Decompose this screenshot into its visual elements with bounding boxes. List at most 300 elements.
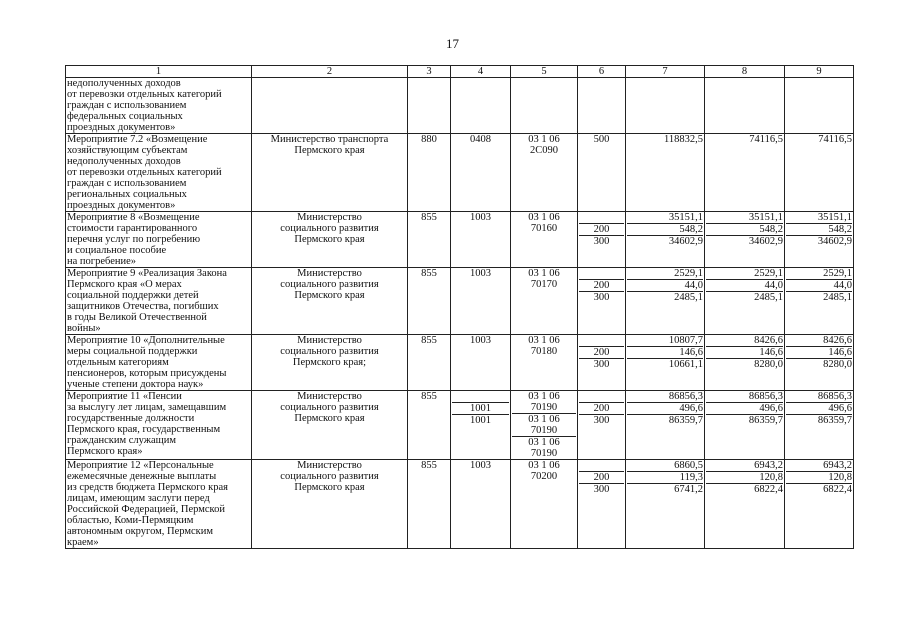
col6-code-entry <box>579 460 624 472</box>
col4-code <box>451 268 511 335</box>
col3-code-text: 855 <box>421 335 437 346</box>
col5-code <box>511 268 578 335</box>
col9-amount <box>785 212 854 268</box>
col9-amount-entry <box>786 403 852 415</box>
col6-code <box>578 134 626 212</box>
activity-description-text: перечня услуг по погребению <box>67 234 201 245</box>
col6-code-entry <box>579 347 624 359</box>
col9-amount-entry <box>786 472 852 484</box>
col8-amount-text <box>706 78 783 89</box>
col9-amount-entry <box>786 484 852 495</box>
col8-amount <box>705 78 785 134</box>
column-header: 1 <box>66 66 252 78</box>
table-row <box>66 78 854 134</box>
col5-code-text: 2С090 <box>529 145 558 156</box>
col7-amount-value: 2485,1 <box>674 292 703 303</box>
col5-code <box>511 78 578 134</box>
column-header: 7 <box>626 66 705 78</box>
col4-code-entry <box>452 391 509 403</box>
col8-amount-entry <box>706 415 783 426</box>
ministry-name-text: Пермского края; <box>292 357 367 368</box>
col8-amount-value: 6822,4 <box>754 484 783 495</box>
col5-code-entry <box>512 437 576 459</box>
col3-code-text: 855 <box>421 460 437 471</box>
col9-amount-entry <box>786 460 852 472</box>
col8-amount <box>705 391 785 460</box>
col8-amount-value: 496,6 <box>759 403 783 414</box>
col6-code-entry <box>579 484 624 495</box>
col8-amount <box>705 212 785 268</box>
activity-description-text: региональных социальных <box>67 189 187 200</box>
column-header: 8 <box>705 66 785 78</box>
col8-amount-value: 86856,3 <box>748 391 783 402</box>
col6-code-entry <box>579 236 624 247</box>
col4-code <box>451 335 511 391</box>
col7-amount-value: 86359,7 <box>668 415 703 426</box>
col4-code-text: 1003 <box>470 212 491 223</box>
col4-code <box>451 460 511 549</box>
col6-code-value <box>579 460 624 471</box>
col8-amount-entry <box>706 268 783 280</box>
col7-amount-entry <box>627 236 703 247</box>
col6-code <box>578 391 626 460</box>
col5-code <box>511 212 578 268</box>
activity-description <box>66 391 252 460</box>
activity-description-text: пенсионеров, которым присуждены <box>67 368 227 379</box>
col6-code-value: 200 <box>593 403 610 414</box>
column-header: 4 <box>451 66 511 78</box>
activity-description-text: граждан с использованием <box>67 100 187 111</box>
col3-code <box>408 460 451 549</box>
col7-amount-entry <box>627 335 703 347</box>
col4-code-entry <box>452 415 509 426</box>
col4-code-text: 1003 <box>470 460 491 471</box>
activity-description-text: Мероприятие 11 «Пенсии <box>67 391 182 402</box>
col7-amount-entry <box>627 359 703 370</box>
col9-amount-value: 35151,1 <box>817 212 852 223</box>
col5-code-value: 03 1 06 <box>528 391 560 402</box>
col6-code-entry <box>579 359 624 370</box>
col7-amount-entry <box>627 212 703 224</box>
col8-amount-value: 548,2 <box>759 224 783 235</box>
col3-code-text: 880 <box>421 134 437 145</box>
activity-description-text: проездных документов» <box>67 200 176 211</box>
col5-code-text: 70160 <box>530 223 558 234</box>
col7-amount-value: 146,6 <box>679 347 703 358</box>
col7-amount-text <box>627 78 703 89</box>
col3-code <box>408 134 451 212</box>
col5-code-text: 03 1 06 <box>528 460 560 471</box>
col3-code-text <box>409 78 449 89</box>
col8-amount-entry <box>706 484 783 495</box>
col4-code-text: 1003 <box>470 268 491 279</box>
col8-amount-value: 146,6 <box>759 347 783 358</box>
ministry-name-text: Пермского края <box>294 145 365 156</box>
col9-amount-value: 548,2 <box>828 224 852 235</box>
col6-code-value: 300 <box>593 359 610 370</box>
activity-description-text: защитников Отечества, погибших <box>67 301 219 312</box>
activity-description-text: Мероприятие 12 «Персональные <box>67 460 214 471</box>
col9-amount-value: 86359,7 <box>817 415 852 426</box>
col6-code-entry <box>579 472 624 484</box>
col5-code-value: 03 1 06 <box>528 437 560 448</box>
col6-code-value: 200 <box>593 347 610 358</box>
col9-amount-value: 86856,3 <box>817 391 852 402</box>
col9-amount-entry <box>786 280 852 292</box>
activity-description-text: проездных документов» <box>67 122 176 133</box>
col4-code-value <box>452 391 509 402</box>
col7-amount <box>626 335 705 391</box>
col7-amount-entry <box>627 484 703 495</box>
activity-description-text: на погребение» <box>67 256 137 267</box>
col9-amount-entry <box>786 268 852 280</box>
col7-amount-value: 10661,1 <box>668 359 703 370</box>
col6-code-value <box>579 391 624 402</box>
page-number: 17 <box>446 36 459 51</box>
activity-description-text: автономным округом, Пермским <box>67 526 214 537</box>
col8-amount-value: 2529,1 <box>754 268 783 279</box>
activity-description-text: и социальное пособие <box>67 245 167 256</box>
activity-description-text: федеральных социальных <box>67 111 183 122</box>
activity-description-text: Мероприятие 8 «Возмещение <box>67 212 200 223</box>
col3-code-text: 855 <box>421 212 437 223</box>
col6-code-entry <box>579 415 624 426</box>
col9-amount-entry <box>786 292 852 303</box>
col6-code-entry <box>579 212 624 224</box>
col6-code-entry <box>579 403 624 415</box>
col8-amount-value: 120,8 <box>759 472 783 483</box>
col6-code-value: 300 <box>593 292 610 303</box>
activity-description <box>66 212 252 268</box>
col7-amount-entry <box>627 224 703 236</box>
column-header: 6 <box>578 66 626 78</box>
col8-amount <box>705 460 785 549</box>
table-row <box>66 212 854 268</box>
col9-amount-value: 44,0 <box>833 280 852 291</box>
col5-code <box>511 335 578 391</box>
col6-code <box>578 335 626 391</box>
col6-code-value: 300 <box>593 484 610 495</box>
col9-amount-entry <box>786 415 852 426</box>
activity-description-text: недополученных доходов <box>67 78 181 89</box>
col8-amount-entry <box>706 212 783 224</box>
col9-amount-entry <box>786 359 852 370</box>
col5-code-text: 70180 <box>530 346 558 357</box>
col4-code-text: 0408 <box>470 134 491 145</box>
col6-code-value <box>579 212 624 223</box>
col9-amount-entry <box>786 391 852 403</box>
activity-description-text: в годы Великой Отечественной <box>67 312 207 323</box>
col9-amount-value: 2485,1 <box>823 292 852 303</box>
col6-code <box>578 268 626 335</box>
column-header: 9 <box>785 66 854 78</box>
col6-code-value: 300 <box>593 415 610 426</box>
activity-description-text: Мероприятие 7.2 «Возмещение <box>67 134 208 145</box>
col7-amount-entry <box>627 472 703 484</box>
col7-amount-value: 10807,7 <box>668 335 703 346</box>
col6-code <box>578 78 626 134</box>
col8-amount <box>705 335 785 391</box>
col9-amount-value: 8280,0 <box>823 359 852 370</box>
col4-code <box>451 212 511 268</box>
activity-description-text: гражданским служащим <box>67 435 177 446</box>
col8-amount-value: 44,0 <box>764 280 783 291</box>
ministry-name-text: социального развития <box>280 279 379 290</box>
col8-amount-entry <box>706 403 783 415</box>
col6-code-value <box>579 268 624 279</box>
ministry-name-text: Министерство <box>297 460 362 471</box>
col7-amount <box>626 212 705 268</box>
col4-code-text <box>452 78 509 89</box>
ministry-name <box>252 460 408 549</box>
col6-code <box>578 460 626 549</box>
col7-amount-entry <box>627 391 703 403</box>
col8-amount-entry <box>706 472 783 484</box>
col7-amount-entry <box>627 415 703 426</box>
ministry-name <box>252 391 408 460</box>
col6-code-value: 300 <box>593 236 610 247</box>
col5-code-text: 03 1 06 <box>528 268 560 279</box>
activity-description <box>66 78 252 134</box>
activity-description-text: Пермского края» <box>67 446 143 457</box>
col9-amount-entry <box>786 347 852 359</box>
col9-amount-entry <box>786 212 852 224</box>
col9-amount <box>785 134 854 212</box>
activity-description-text: Мероприятие 10 «Дополнительные <box>67 335 225 346</box>
col8-amount-value: 86359,7 <box>748 415 783 426</box>
ministry-name-text: Министерство <box>297 391 362 402</box>
col6-code-entry <box>579 391 624 403</box>
ministry-name-text: Пермского края <box>294 482 365 493</box>
activity-description-text: стоимости гарантированного <box>67 223 198 234</box>
ministry-name-text: Пермского края <box>294 234 365 245</box>
activity-description <box>66 335 252 391</box>
ministry-name <box>252 212 408 268</box>
col9-amount-text <box>786 78 852 89</box>
ministry-name-text: Министерство <box>297 212 362 223</box>
col7-amount-value: 34602,9 <box>668 236 703 247</box>
activity-description-text: меры социальной поддержки <box>67 346 198 357</box>
col9-amount <box>785 460 854 549</box>
col9-amount <box>785 335 854 391</box>
col9-amount-value: 496,6 <box>828 403 852 414</box>
col4-code-value: 1001 <box>470 403 491 414</box>
col7-amount-value: 548,2 <box>679 224 703 235</box>
col9-amount-value: 6943,2 <box>823 460 852 471</box>
col8-amount-value: 34602,9 <box>748 236 783 247</box>
col6-code-entry <box>579 292 624 303</box>
col7-amount-entry <box>627 403 703 415</box>
col7-amount-entry <box>627 268 703 280</box>
col3-code <box>408 268 451 335</box>
col3-code <box>408 391 451 460</box>
col6-code-value: 200 <box>593 224 610 235</box>
col8-amount-entry <box>706 359 783 370</box>
col7-amount <box>626 460 705 549</box>
col8-amount <box>705 134 785 212</box>
ministry-name-text: Пермского края <box>294 290 365 301</box>
ministry-name-text: социального развития <box>280 346 379 357</box>
col9-amount-entry <box>786 236 852 247</box>
col9-amount <box>785 268 854 335</box>
col5-code-entry <box>512 391 576 414</box>
col8-amount-entry <box>706 292 783 303</box>
activity-description-text: Мероприятие 9 «Реализация Закона <box>67 268 227 279</box>
activity-description-text: областью, Коми-Пермяцким <box>67 515 194 526</box>
col9-amount-value: 8426,6 <box>823 335 852 346</box>
col6-code-text <box>579 78 624 89</box>
table-row <box>66 335 854 391</box>
ministry-name <box>252 268 408 335</box>
col5-code-value: 70190 <box>530 448 558 459</box>
activity-description-text: от перевозки отдельных категорий <box>67 89 222 100</box>
activity-description <box>66 268 252 335</box>
table-row <box>66 134 854 212</box>
col5-code-text: 70170 <box>530 279 558 290</box>
col9-amount-entry <box>786 335 852 347</box>
col8-amount-entry <box>706 391 783 403</box>
col7-amount-value: 44,0 <box>684 280 703 291</box>
col5-code-entry <box>512 414 576 437</box>
col4-code-entry <box>452 403 509 415</box>
activity-description-text: за выслугу лет лицам, замещавшим <box>67 402 227 413</box>
ministry-name <box>252 335 408 391</box>
ministry-name-text: Пермского края <box>294 413 365 424</box>
col6-code-value: 200 <box>593 280 610 291</box>
activity-description <box>66 460 252 549</box>
column-header-row <box>66 66 854 78</box>
col6-code-value <box>579 335 624 346</box>
col7-amount-value: 35151,1 <box>668 212 703 223</box>
col6-code-value: 200 <box>593 472 610 483</box>
activity-description-text: краем» <box>67 537 99 548</box>
col3-code-text: 855 <box>421 268 437 279</box>
activity-description-text: из средств бюджета Пермского края <box>67 482 228 493</box>
budget-table <box>65 65 854 549</box>
col8-amount-entry <box>706 347 783 359</box>
col5-code-text: 70200 <box>530 471 558 482</box>
col5-code <box>511 134 578 212</box>
ministry-name-text: Министерство транспорта <box>270 134 389 145</box>
col6-code-entry <box>579 268 624 280</box>
col5-code-value: 70190 <box>530 425 558 436</box>
activity-description-text: отдельным категориям <box>67 357 169 368</box>
col9-amount <box>785 78 854 134</box>
col9-amount-value: 2529,1 <box>823 268 852 279</box>
activity-description-text: социальной поддержки детей <box>67 290 199 301</box>
col7-amount-entry <box>627 347 703 359</box>
col9-amount-value: 34602,9 <box>817 236 852 247</box>
col8-amount-entry <box>706 236 783 247</box>
column-header: 3 <box>408 66 451 78</box>
ministry-name <box>252 78 408 134</box>
col7-amount-value: 496,6 <box>679 403 703 414</box>
table-row <box>66 268 854 335</box>
col4-code <box>451 134 511 212</box>
col7-amount <box>626 134 705 212</box>
col5-code-value: 03 1 06 <box>528 414 560 425</box>
col5-code-value: 70190 <box>530 402 558 413</box>
col8-amount-entry <box>706 280 783 292</box>
col3-code <box>408 78 451 134</box>
col8-amount-value: 35151,1 <box>748 212 783 223</box>
col5-code-text: 03 1 06 <box>528 212 560 223</box>
col8-amount-value: 8426,6 <box>754 335 783 346</box>
activity-description-text: государственные должности <box>67 413 195 424</box>
col7-amount-entry <box>627 292 703 303</box>
col8-amount <box>705 268 785 335</box>
col3-code <box>408 212 451 268</box>
col7-amount-value: 86856,3 <box>668 391 703 402</box>
col7-amount-entry <box>627 280 703 292</box>
col7-amount-entry <box>627 460 703 472</box>
ministry-name-text: социального развития <box>280 402 379 413</box>
ministry-name-text: Министерство <box>297 335 362 346</box>
col3-code-text: 855 <box>421 391 437 402</box>
col5-code <box>511 391 578 460</box>
column-header: 2 <box>252 66 408 78</box>
col4-code-value: 1001 <box>470 415 491 426</box>
col8-amount-entry <box>706 460 783 472</box>
activity-description-text: войны» <box>67 323 101 334</box>
col9-amount-entry <box>786 224 852 236</box>
col4-code <box>451 391 511 460</box>
col5-code <box>511 460 578 549</box>
col8-amount-value: 2485,1 <box>754 292 783 303</box>
activity-description-text: хозяйствующим субъектам <box>67 145 188 156</box>
col9-amount-value: 146,6 <box>828 347 852 358</box>
col3-code <box>408 335 451 391</box>
col7-amount <box>626 78 705 134</box>
table-row <box>66 460 854 549</box>
ministry-name-text: социального развития <box>280 471 379 482</box>
col6-code-entry <box>579 335 624 347</box>
col7-amount-text: 118832,5 <box>664 134 703 145</box>
ministry-name-text: социального развития <box>280 223 379 234</box>
col7-amount-value: 119,3 <box>679 472 703 483</box>
col4-code-text: 1003 <box>470 335 491 346</box>
col7-amount-value: 2529,1 <box>674 268 703 279</box>
col5-code-text: 03 1 06 <box>528 134 560 145</box>
col5-code-text: 03 1 06 <box>528 335 560 346</box>
col8-amount-entry <box>706 335 783 347</box>
activity-description-text: граждан с использованием <box>67 178 187 189</box>
ministry-name <box>252 134 408 212</box>
col9-amount-value: 120,8 <box>828 472 852 483</box>
col6-code-text: 500 <box>593 134 610 145</box>
column-header: 5 <box>511 66 578 78</box>
activity-description-text: Пермского края «О мерах <box>67 279 182 290</box>
activity-description-text: недополученных доходов <box>67 156 181 167</box>
col9-amount-value: 6822,4 <box>823 484 852 495</box>
col4-code <box>451 78 511 134</box>
col8-amount-value: 6943,2 <box>754 460 783 471</box>
activity-description-text: ежемесячные денежные выплаты <box>67 471 217 482</box>
col6-code <box>578 212 626 268</box>
activity-description-text: лицам, имеющим заслуги перед <box>67 493 210 504</box>
col9-amount <box>785 391 854 460</box>
col7-amount <box>626 268 705 335</box>
activity-description <box>66 134 252 212</box>
ministry-name-text <box>253 78 406 89</box>
activity-description-text: от перевозки отдельных категорий <box>67 167 222 178</box>
col7-amount <box>626 391 705 460</box>
col8-amount-text: 74116,5 <box>749 134 783 145</box>
col9-amount-text: 74116,5 <box>818 134 852 145</box>
activity-description-text: Пермского края, государственным <box>67 424 221 435</box>
activity-description-text: ученые степени доктора наук» <box>67 379 204 390</box>
col6-code-entry <box>579 224 624 236</box>
